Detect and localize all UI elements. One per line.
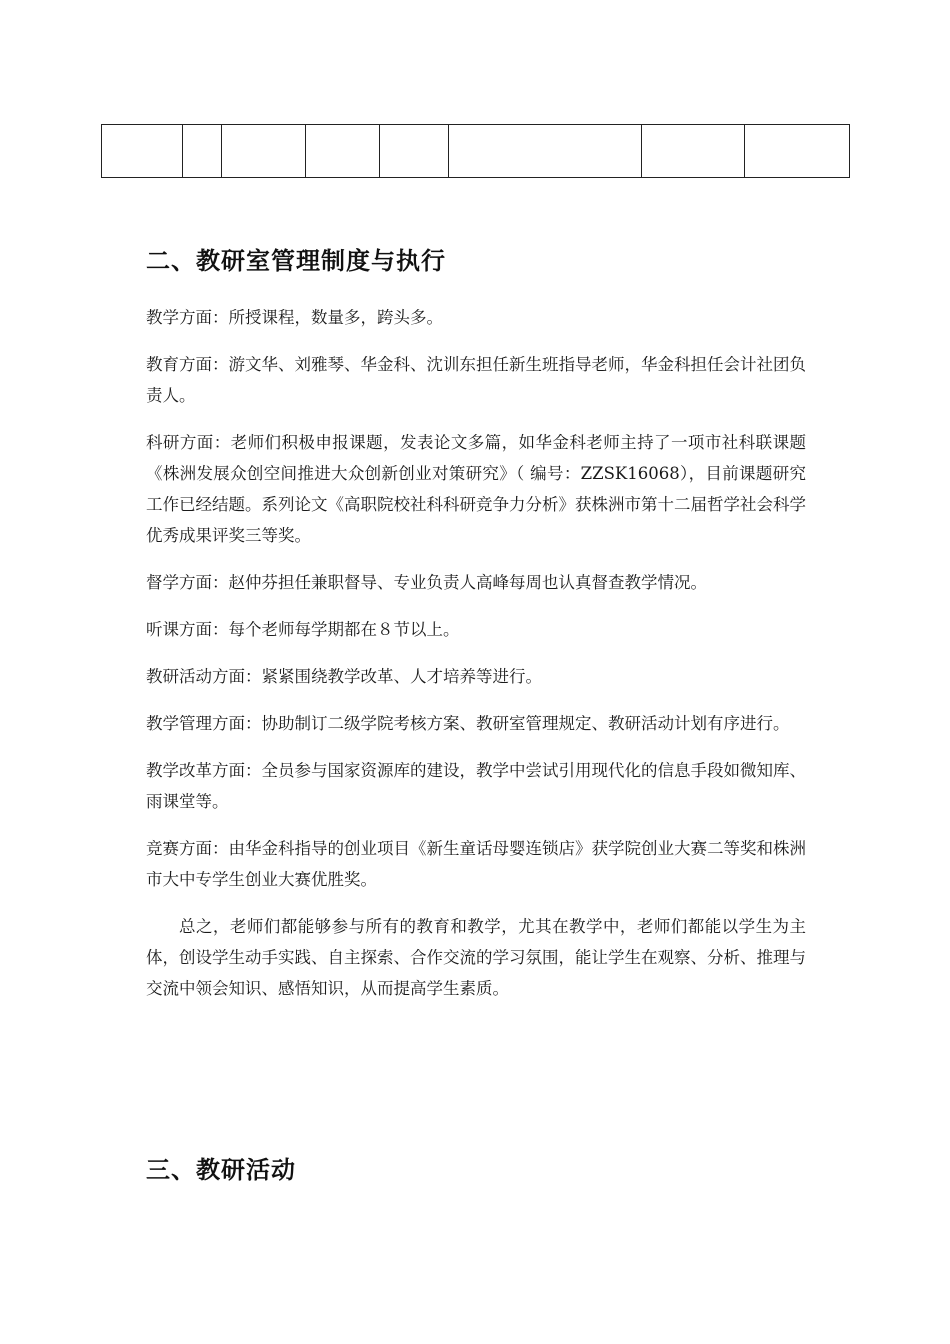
paragraph: 教学方面：所授课程，数量多，跨头多。 (146, 308, 443, 327)
section-heading: 二、教研室管理制度与执行 (146, 247, 446, 275)
table-row (102, 125, 850, 178)
table-cell (380, 125, 449, 178)
table-cell (306, 125, 380, 178)
table-cell (642, 125, 745, 178)
table-cell (222, 125, 306, 178)
paragraph: 教学改革方面：全员参与国家资源库的建设，教学中尝试引用现代化的信息手段如微知库、雨课堂等。 (146, 761, 806, 811)
paragraph: 教育方面：游文华、刘雅琴、华金科、沈训东担任新生班指导老师，华金科担任会计社团负责人。 (146, 355, 806, 405)
paragraph: 科研方面：老师们积极申报课题，发表论文多篇，如华金科老师主持了一项市社科联课题《株洲发展众创空间推进大众创新创业对策研究》（ 编号：ZZSK16068），目前课题研究工作已经结题。系列论文《高职院校社科科研竞争力分析》获株洲市第十二届哲学社会科学优秀成果评奖三等奖。 (146, 433, 806, 545)
section-heading: 三、教研活动 (146, 1156, 296, 1184)
paragraph: 竞赛方面：由华金科指导的创业项目《新生童话母婴连锁店》获学院创业大赛二等奖和株洲市大中专学生创业大赛优胜奖。 (146, 839, 806, 889)
paragraph: 听课方面：每个老师每学期都在８节以上。 (146, 620, 460, 639)
section-body (146, 302, 806, 1020)
table-cell (102, 125, 183, 178)
table-cell (183, 125, 222, 178)
summary-paragraph: 总之，老师们都能够参与所有的教育和教学，尤其在教学中，老师们都能以学生为主体，创设学生动手实践、自主探索、合作交流的学习氛围，能让学生在观察、分析、推理与交流中领会知识、感悟知识，从而提高学生素质。 (146, 917, 806, 998)
table-cell (449, 125, 642, 178)
paragraph: 督学方面：赵仲芬担任兼职督导、专业负责人高峰每周也认真督查教学情况。 (146, 573, 707, 592)
paragraph: 教研活动方面：紧紧围绕教学改革、人才培养等进行。 (146, 667, 542, 686)
paragraph: 教学管理方面：协助制订二级学院考核方案、教研室管理规定、教研活动计划有序进行。 (146, 714, 790, 733)
table-fragment (101, 124, 850, 178)
table-cell (745, 125, 850, 178)
